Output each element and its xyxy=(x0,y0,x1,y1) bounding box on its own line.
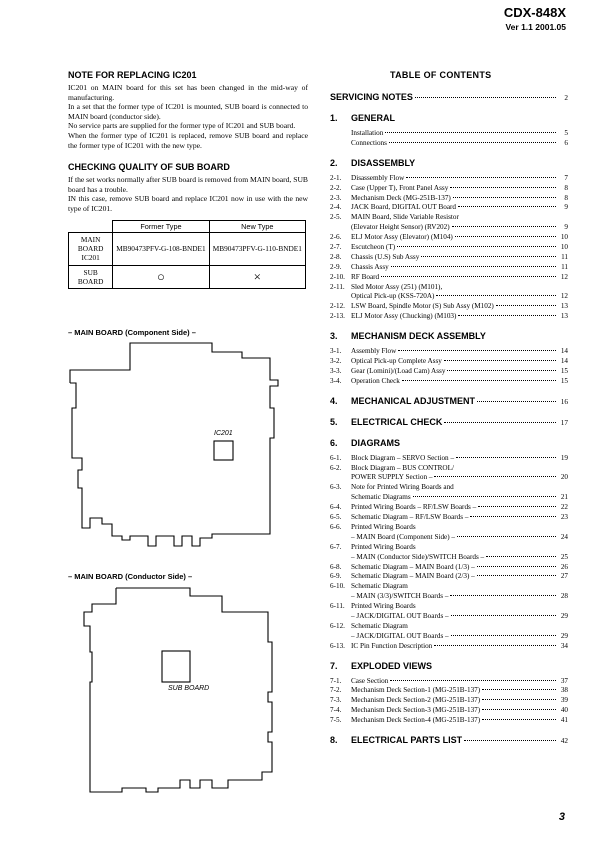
toc-entry[interactable] xyxy=(330,253,568,263)
ic201-outline xyxy=(214,441,233,460)
toc-page-number: 21 xyxy=(560,493,568,502)
conductor-side-title: – MAIN BOARD (Conductor Side) – xyxy=(68,572,193,581)
note-body xyxy=(68,83,308,150)
toc-page-number: 28 xyxy=(560,592,568,601)
toc-entry-number: 6-8. xyxy=(330,562,342,571)
toc-section[interactable] xyxy=(330,417,568,429)
toc-page-number: 25 xyxy=(560,552,568,561)
toc-entry[interactable] xyxy=(330,223,568,233)
quality-body xyxy=(68,175,308,213)
ic201-label: IC201 xyxy=(214,430,233,437)
toc-page-number: 24 xyxy=(560,532,568,541)
toc-section[interactable] xyxy=(330,735,568,747)
toc-page-number: 23 xyxy=(560,513,568,522)
toc-entry-label: Disassembly Flow xyxy=(351,173,405,182)
toc-section[interactable] xyxy=(330,438,568,450)
toc-section-number: 3. xyxy=(330,331,338,342)
toc-entry[interactable] xyxy=(330,347,568,357)
toc-page-number: 12 xyxy=(560,292,568,301)
toc-entry[interactable] xyxy=(330,612,568,622)
dot-leader xyxy=(406,177,556,178)
toc-entry[interactable] xyxy=(330,139,568,149)
page-number: 3 xyxy=(558,811,565,823)
toc-page-number: 29 xyxy=(560,611,568,620)
toc-entry-label: Schematic Diagram – MAIN Board (1/3) – xyxy=(351,562,475,571)
toc-entry-label: IC Pin Function Description xyxy=(351,641,433,650)
toc-entry-number: 7-4. xyxy=(330,706,342,715)
toc-entry[interactable] xyxy=(330,454,568,464)
quality-paragraph: IN this case, remove SUB board and replace IC201 now in use with the new type of IC201. xyxy=(68,194,308,213)
toc-entry[interactable] xyxy=(330,716,568,726)
toc-entry-label: Block Diagram – SERVO Section – xyxy=(351,453,455,462)
toc-gap xyxy=(330,408,568,417)
toc-entry-label: Escutcheon (T) xyxy=(351,243,396,252)
dot-leader xyxy=(453,197,556,198)
toc-entry-number: 7-3. xyxy=(330,696,342,705)
toc-entry-number: 7-2. xyxy=(330,686,342,695)
toc-entry[interactable] xyxy=(330,523,568,533)
toc-entry-label: Note for Printed Wiring Boards and xyxy=(351,483,454,492)
dot-leader xyxy=(434,645,556,646)
toc-entry-number: 2-3. xyxy=(330,193,342,202)
toc-page-number: 38 xyxy=(560,686,568,695)
toc-entry-number: 2-8. xyxy=(330,252,342,261)
toc-entry-number: 6-13. xyxy=(330,641,345,650)
toc-entry-label: Schematic Diagram xyxy=(351,621,408,630)
toc-entry-number: 6-4. xyxy=(330,503,342,512)
version-date: Ver 1.1 2001.05 xyxy=(505,22,566,32)
toc-page-number: 2 xyxy=(564,93,568,102)
toc-page-number: 11 xyxy=(561,262,568,271)
toc-section-title: ELECTRICAL CHECK xyxy=(351,416,443,427)
toc-gap xyxy=(330,726,568,735)
toc-entry-label: – JACK/DIGITAL OUT Boards – xyxy=(351,611,449,620)
conductor-side-diagram xyxy=(62,582,317,807)
toc-entry-label: Sled Motor Assy (251) (M101), xyxy=(351,282,443,291)
toc-page-number: 26 xyxy=(560,562,568,571)
toc-page-number: 16 xyxy=(560,396,568,406)
toc-section-number: 1. xyxy=(330,113,338,123)
table-row xyxy=(69,265,306,288)
toc-entry-label: Connections xyxy=(351,138,387,147)
toc-page-number: 34 xyxy=(560,641,568,650)
toc-entry[interactable] xyxy=(330,553,568,563)
dot-leader xyxy=(385,132,556,133)
toc-entry-label: Mechanism Deck Section-4 (MG-251B-137) xyxy=(351,716,481,725)
toc-entry-number: 3-4. xyxy=(330,376,342,385)
dot-leader xyxy=(482,709,556,710)
toc-entry-label: ELJ Motor Assy (Chucking) (M103) xyxy=(351,312,457,321)
toc-entry[interactable] xyxy=(330,706,568,716)
dot-leader xyxy=(486,556,556,557)
toc-entry[interactable] xyxy=(330,377,568,387)
toc-entry[interactable] xyxy=(330,213,568,223)
toc-entry[interactable] xyxy=(330,533,568,543)
toc-entry-number: 7-5. xyxy=(330,716,342,725)
dot-leader xyxy=(421,256,556,257)
dot-leader xyxy=(413,496,556,497)
toc-entry-number: 2-6. xyxy=(330,233,342,242)
toc-section[interactable] xyxy=(330,158,568,170)
toc-entry-number: 6-7. xyxy=(330,542,342,551)
toc-page-number: 29 xyxy=(560,631,568,640)
dot-leader xyxy=(444,422,556,423)
toc-section-number: 7. xyxy=(330,660,338,671)
toc-entry-label: Printed Wiring Boards – RF/LSW Boards – xyxy=(351,503,477,512)
toc-section[interactable] xyxy=(330,92,568,104)
table-cell: MB90473PFV-G-110-BNDE1 xyxy=(209,232,305,265)
component-side-title: – MAIN BOARD (Component Side) – xyxy=(68,328,196,337)
toc-entry-number: 2-4. xyxy=(330,203,342,212)
table-cell: MB90473PFV-G-108-BNDE1 xyxy=(113,232,209,265)
toc-page-number: 15 xyxy=(560,376,568,385)
toc-entry-number: 2-2. xyxy=(330,183,342,192)
table-header: Former Type xyxy=(113,220,209,232)
dot-leader xyxy=(397,246,556,247)
toc-entry-number: 7-1. xyxy=(330,676,342,685)
sub-board-outline xyxy=(162,651,190,682)
toc-entry[interactable] xyxy=(330,572,568,582)
dot-leader xyxy=(482,699,556,700)
toc-entry[interactable] xyxy=(330,357,568,367)
note-title: NOTE FOR REPLACING IC201 xyxy=(68,70,197,80)
toc-entry[interactable] xyxy=(330,174,568,184)
toc-entry[interactable] xyxy=(330,602,568,612)
dot-leader xyxy=(464,740,556,741)
model-number: CDX-848X xyxy=(503,5,566,20)
toc-entry[interactable] xyxy=(330,464,568,474)
toc-page-number: 8 xyxy=(564,193,568,202)
toc-entry[interactable] xyxy=(330,312,568,322)
dot-leader xyxy=(450,187,556,188)
board-outline xyxy=(70,343,278,546)
toc-section-title: ELECTRICAL PARTS LIST xyxy=(351,734,463,745)
toc-section-title: MECHANICAL ADJUSTMENT xyxy=(351,395,476,406)
toc-entry-number: 2-7. xyxy=(330,243,342,252)
dot-leader xyxy=(477,575,556,576)
toc-entry-number: 6-6. xyxy=(330,522,342,531)
dot-leader xyxy=(451,635,556,636)
toc-entry-label: Gear (Lomini)/(Load Cam) Assy xyxy=(351,366,446,375)
toc-page-number: 41 xyxy=(560,716,568,725)
toc-section-title: SERVICING NOTES xyxy=(330,92,413,102)
table-row xyxy=(69,232,306,265)
dot-leader xyxy=(458,206,556,207)
toc-entry[interactable] xyxy=(330,273,568,283)
toc-entry-label: (Elevator Height Sensor) (RV202) xyxy=(351,223,450,232)
toc-entry-label: Mechanism Deck Section-1 (MG-251B-137) xyxy=(351,686,481,695)
toc-page-number: 39 xyxy=(560,696,568,705)
toc-entry-label: Printed Wiring Boards xyxy=(351,602,416,611)
table-row-label: MAIN BOARD IC201 xyxy=(69,232,113,265)
toc-page-number: 19 xyxy=(560,453,568,462)
toc-page-number: 9 xyxy=(564,223,568,232)
toc-page-number: 13 xyxy=(560,312,568,321)
toc-entry[interactable] xyxy=(330,233,568,243)
dot-leader xyxy=(451,615,556,616)
quality-paragraph: If the set works normally after SUB board is removed from MAIN board, SUB board has a trouble. xyxy=(68,175,309,194)
dot-leader xyxy=(470,516,556,517)
note-paragraph: In a set that the former type of IC201 is mounted, SUB board is connected to MAIN board (conductor side). xyxy=(68,102,308,121)
dot-leader xyxy=(391,266,556,267)
toc-entry-label: Chassis Assy xyxy=(351,262,389,271)
toc-entry[interactable] xyxy=(330,513,568,523)
component-side-diagram xyxy=(62,338,317,568)
toc-page-number: 8 xyxy=(564,183,568,192)
toc-entry-number: 2-13. xyxy=(330,312,345,321)
toc-entry-number: 6-9. xyxy=(330,572,342,581)
toc-section-title: DIAGRAMS xyxy=(351,437,400,448)
toc-entry-label: Installation xyxy=(351,129,384,137)
toc-entry-label: Printed Wiring Boards xyxy=(351,522,416,531)
toc-entry[interactable] xyxy=(330,203,568,213)
toc-entry-label: Optical Pick-up Complete Assy xyxy=(351,357,442,366)
toc-entry-label: Chassis (U.S) Sub Assy xyxy=(351,252,420,261)
dot-leader xyxy=(436,295,556,296)
dot-leader xyxy=(444,360,556,361)
toc-gap xyxy=(330,322,568,331)
toc-entry-label: – MAIN (3/3)/SWITCH Boards – xyxy=(351,592,449,601)
toc-entry[interactable] xyxy=(330,563,568,573)
dot-leader xyxy=(482,689,556,690)
toc-page-number: 20 xyxy=(560,473,568,482)
toc-entry-number: 3-2. xyxy=(330,357,342,366)
dot-leader xyxy=(482,719,556,720)
toc-section-number: 5. xyxy=(330,416,338,427)
toc-page-number: 22 xyxy=(560,503,568,512)
toc-entry[interactable] xyxy=(330,367,568,377)
toc-entry[interactable] xyxy=(330,302,568,312)
dot-leader xyxy=(434,476,556,477)
dot-leader xyxy=(389,142,556,143)
toc-entry-number: 6-1. xyxy=(330,453,342,462)
dot-leader xyxy=(456,457,556,458)
toc-gap xyxy=(330,429,568,438)
dot-leader xyxy=(496,305,556,306)
toc-entry[interactable] xyxy=(330,543,568,553)
toc-entry-number: 3-3. xyxy=(330,366,342,375)
toc-page-number: 10 xyxy=(560,243,568,252)
toc-page-number: 17 xyxy=(560,417,568,427)
toc-entry-label: JACK Board, DIGITAL OUT Board xyxy=(351,203,457,212)
toc-entry-label: Schematic Diagram xyxy=(351,582,408,591)
table-row-label: SUB BOARD xyxy=(69,265,113,288)
toc-page-number: 9 xyxy=(564,203,568,212)
toc-entry[interactable] xyxy=(330,642,568,652)
toc-page-number: 7 xyxy=(564,173,568,182)
toc-entry-label: POWER SUPPLY Section – xyxy=(351,473,433,482)
toc-page-number: 11 xyxy=(561,252,568,261)
toc-entry-number: 6-2. xyxy=(330,463,342,472)
dot-leader xyxy=(390,680,556,681)
toc-page-number: 37 xyxy=(560,676,568,685)
toc-entry-label: RF Board xyxy=(351,272,380,281)
toc-entry[interactable] xyxy=(330,473,568,483)
dot-leader xyxy=(478,506,556,507)
table-of-contents xyxy=(330,92,568,747)
table-header-row xyxy=(69,220,306,232)
toc-entry[interactable] xyxy=(330,263,568,273)
toc-entry-number: 6-5. xyxy=(330,513,342,522)
toc-entry-number: 2-10. xyxy=(330,272,345,281)
toc-entry-number: 6-12. xyxy=(330,621,345,630)
toc-entry-number: 2-9. xyxy=(330,262,342,271)
toc-entry-number: 2-11. xyxy=(330,282,345,291)
circle-mark: ○ xyxy=(113,265,209,288)
toc-entry[interactable] xyxy=(330,632,568,642)
toc-entry-label: LSW Board, Spindle Motor (S) Sub Assy (M102) xyxy=(351,302,494,311)
dot-leader xyxy=(402,380,556,381)
toc-section-number: 8. xyxy=(330,734,338,745)
toc-page-number: 6 xyxy=(564,138,568,147)
toc-entry-label: Case (Upper T), Front Panel Assy xyxy=(351,183,449,192)
toc-entry[interactable] xyxy=(330,483,568,493)
toc-page-number: 13 xyxy=(560,302,568,311)
toc-section[interactable] xyxy=(330,396,568,408)
toc-entry-label: – MAIN (Conductor Side)/SWITCH Boards – xyxy=(351,552,485,561)
toc-page-number: 15 xyxy=(560,366,568,375)
toc-entry-label: Mechanism Deck Section-2 (MG-251B-137) xyxy=(351,696,481,705)
toc-entry-label: Printed Wiring Boards xyxy=(351,542,416,551)
toc-entry[interactable] xyxy=(330,696,568,706)
toc-entry-label: – JACK/DIGITAL OUT Boards – xyxy=(351,631,449,640)
toc-gap xyxy=(330,104,568,113)
table-header: New Type xyxy=(209,220,305,232)
toc-entry[interactable] xyxy=(330,493,568,503)
toc-entry-number: 3-1. xyxy=(330,347,342,356)
toc-entry-number: 2-12. xyxy=(330,302,345,311)
toc-title: TABLE OF CONTENTS xyxy=(390,70,492,80)
toc-entry-label: Schematic Diagram – MAIN Board (2/3) – xyxy=(351,572,475,581)
toc-entry-number: 2-5. xyxy=(330,213,342,222)
toc-entry-number: 6-11. xyxy=(330,602,345,611)
toc-entry-label: ELJ Motor Assy (Elevator) (M104) xyxy=(351,233,453,242)
toc-section-number: 2. xyxy=(330,157,338,168)
toc-section[interactable] xyxy=(330,661,568,673)
dot-leader xyxy=(447,370,556,371)
toc-entry[interactable] xyxy=(330,592,568,602)
toc-section-number: 6. xyxy=(330,437,338,448)
toc-entry[interactable] xyxy=(330,129,568,139)
toc-page-number: 10 xyxy=(560,233,568,242)
toc-section[interactable] xyxy=(330,113,568,125)
toc-entry-number: 6-10. xyxy=(330,582,345,591)
toc-entry[interactable] xyxy=(330,677,568,687)
toc-entry-label: Operation Check xyxy=(351,376,400,385)
toc-entry[interactable] xyxy=(330,243,568,253)
dot-leader xyxy=(477,566,556,567)
left-column xyxy=(68,70,308,289)
dot-leader xyxy=(415,97,556,98)
toc-page-number: 12 xyxy=(560,272,568,281)
quality-table xyxy=(68,220,306,289)
toc-page-number: 5 xyxy=(564,129,568,137)
toc-entry-label: Block Diagram – BUS CONTROL/ xyxy=(351,463,455,472)
toc-entry-number: 6-3. xyxy=(330,483,342,492)
toc-entry[interactable] xyxy=(330,686,568,696)
toc-entry[interactable] xyxy=(330,184,568,194)
dot-leader xyxy=(457,536,556,537)
quality-title: CHECKING QUALITY OF SUB BOARD xyxy=(68,162,230,173)
toc-section-title: MECHANISM DECK ASSEMBLY xyxy=(351,331,486,342)
dot-leader xyxy=(455,236,556,237)
toc-entry-label: Schematic Diagrams xyxy=(351,493,411,502)
table-corner xyxy=(69,220,113,232)
dot-leader xyxy=(450,595,556,596)
dot-leader xyxy=(452,226,556,227)
toc-section-number: 4. xyxy=(330,395,338,406)
toc-gap xyxy=(330,387,568,396)
toc-entry[interactable] xyxy=(330,582,568,592)
toc-entry-label: – MAIN Board (Component Side) – xyxy=(351,532,456,541)
toc-entry[interactable] xyxy=(330,503,568,513)
toc-entry-label: MAIN Board, Slide Variable Resistor xyxy=(351,213,459,222)
toc-entry[interactable] xyxy=(330,292,568,302)
toc-page-number: 14 xyxy=(560,357,568,366)
toc-entry-label: Case Section xyxy=(351,676,389,685)
toc-entry-label: Schematic Diagram – RF/LSW Boards – xyxy=(351,513,469,522)
toc-page-number: 42 xyxy=(560,735,568,745)
toc-entry[interactable] xyxy=(330,622,568,632)
toc-gap xyxy=(330,652,568,661)
toc-entry-label: Mechanism Deck Section-3 (MG-251B-137) xyxy=(351,706,481,715)
toc-section-title: EXPLODED VIEWS xyxy=(351,660,433,671)
note-paragraph: When the former type of IC201 is replaced, remove SUB board and replace the former type of IC201 with the new type. xyxy=(68,130,308,150)
toc-entry[interactable] xyxy=(330,283,568,293)
dot-leader xyxy=(477,401,556,402)
note-paragraph: No service parts are supplied for the former type of IC201 and SUB board. xyxy=(68,121,296,131)
toc-section[interactable] xyxy=(330,331,568,343)
dot-leader xyxy=(398,350,556,351)
toc-entry-label: Optical Pick-up (KSS-720A) xyxy=(351,292,435,301)
toc-section-title: GENERAL xyxy=(351,113,396,123)
toc-page-number: 27 xyxy=(560,572,568,581)
dot-leader xyxy=(458,315,556,316)
toc-entry-label: Mechanism Deck (MG-251B-137) xyxy=(351,193,451,202)
toc-page-number: 14 xyxy=(560,347,568,356)
cross-mark: × xyxy=(209,265,305,288)
toc-page-number: 40 xyxy=(560,706,568,715)
toc-gap xyxy=(330,149,568,158)
toc-section-title: DISASSEMBLY xyxy=(351,157,416,168)
toc-entry[interactable] xyxy=(330,194,568,204)
note-paragraph: IC201 on MAIN board for this set has been changed in the mid-way of manufacturing. xyxy=(68,83,308,102)
sub-board-label: SUB BOARD xyxy=(168,685,210,692)
toc-entry-number: 2-1. xyxy=(330,173,342,182)
toc-entry-label: Assembly Flow xyxy=(351,347,397,356)
dot-leader xyxy=(381,276,556,277)
